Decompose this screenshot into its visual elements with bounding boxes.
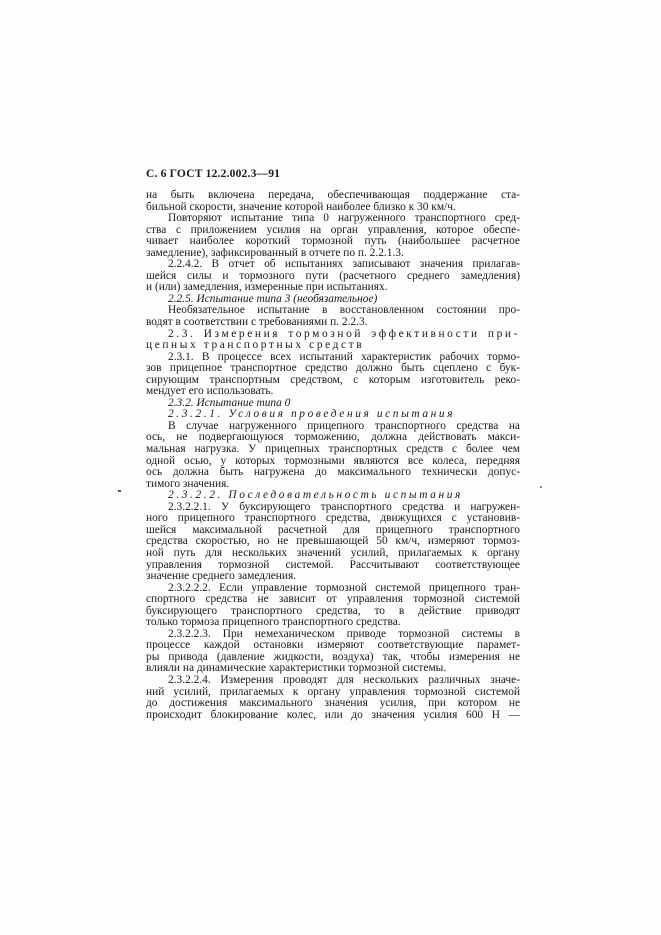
text-line: 2.3.2.2. Последовательность испытания: [168, 489, 463, 502]
text-line: ний усилий, прилагаемых к органу управления тормозной системой: [146, 685, 520, 698]
text-line: на быть включена передача, обеспечивающая поддержание ста-: [146, 189, 520, 201]
text-line: ной путь для нескольких значений усилий, прилагаемых к органу: [146, 546, 520, 559]
text-line: 2.3.2.1. Условия проведения испытания: [168, 408, 456, 421]
text-line: сирующим транспортным средством, с которым изготовитель реко-: [146, 373, 520, 386]
text-line: только тормоза прицепного транспортного средства.: [146, 616, 401, 629]
body-text: [146, 190, 520, 721]
text-line: В случае нагруженного прицепного транспортного средства на: [168, 419, 520, 432]
text-line: 2.3.2.2.3. При немеханическом приводе тормозной системы в: [168, 627, 520, 640]
text-line: ства с приложением усилия на орган управления, которое обеспе-: [146, 223, 520, 236]
text-line: одной осью, у которых тормозными являются все колеса, передняя: [146, 454, 520, 467]
text-line: 2.3.2. Испытание типа 0: [168, 396, 291, 409]
text-line: Повторяют испытание типа 0 нагруженного транспортного сред-: [168, 212, 520, 225]
scan-mark: [118, 490, 121, 492]
text-line: до достижения максимального значения усилия, при котором не: [146, 697, 520, 710]
scan-dot: [540, 486, 542, 488]
text-line: замедление), зафиксированный в отчете по п. 2.2.1.3.: [146, 246, 404, 259]
page-header: С. 6 ГОСТ 12.2.002.3—91: [146, 168, 281, 180]
text-line: управления тормозной системой. Рассчитывают соответствующее: [146, 558, 520, 571]
text-line: 2.3.2.2.4. Измерения проводят для нескольких различных значе-: [168, 673, 520, 686]
text-line: ного прицепного транспортного средства, движущихся с установив-: [146, 512, 520, 525]
text-line: тимого значения.: [146, 477, 230, 490]
text-line: шейся максимальной расчетной для прицепного транспортного: [146, 523, 520, 536]
text-line: бильной скорости, значение которой наиболее близко к 30 км/ч.: [146, 200, 456, 213]
text-line: цепных транспортных средств: [146, 339, 365, 352]
text-line: 2.3.2.2.2. Если управление тормозной системой прицепного тран-: [168, 581, 520, 594]
text-line: 2.3.2.2.1. У буксирующего транспортного средства и нагружен-: [168, 500, 520, 513]
text-line: 2.3. Измерения тормозной эффективности при-: [168, 327, 520, 340]
text-line: средства скоростью, но не превышающей 50 км/ч, измеряют тормоз-: [146, 535, 520, 548]
text-line: значение среднего замедления.: [146, 570, 297, 583]
text-line: происходит блокирование колес, или до значения усилия 600 Н —: [146, 708, 520, 721]
text-line: спортного средства не зависит от управления тормозной системой: [146, 593, 520, 606]
text-line: мальная нагрузка. У прицепных транспортных средств с более чем: [146, 443, 520, 456]
text-line: шейся силы и тормозного пути (расчетного среднего замедления): [146, 269, 520, 282]
text-line: ось должна быть нагружена до максимального технически допус-: [146, 466, 520, 479]
text-line: водят в соответствии с требованиями п. 2.2.3.: [146, 316, 368, 329]
text-line: мендует его использовать.: [146, 385, 274, 398]
text-line: Необязательное испытание в восстановленном состоянии про-: [168, 304, 520, 317]
text-line: влияли на динамические характеристики тормозной системы.: [146, 662, 447, 675]
text-line: и (или) замедления, измеренные при испытаниях.: [146, 281, 388, 294]
text-line: 2.2.4.2. В отчет об испытаниях записывают значения прилагав-: [168, 258, 520, 271]
text-line: зов прицепное транспортное средство должно быть сцеплено с бук-: [146, 362, 520, 375]
text-line: процессе каждой остановки измеряют соответствующие парамет-: [146, 639, 520, 652]
text-line: буксирующего транспортного средства, то в действие приводят: [146, 604, 520, 617]
text-line: 2.2.5. Испытание типа 3 (необязательное): [168, 292, 378, 305]
text-line: чивает наиболее короткий тормозной путь (наибольшее расчетное: [146, 235, 520, 248]
text-line: ось, не подвергающуюся торможению, должна действовать макси-: [146, 431, 520, 444]
text-line: ры привода (давление жидкости, воздуха) так, чтобы измерения не: [146, 650, 520, 663]
text-line: 2.3.1. В процессе всех испытаний характеристик рабочих тормо-: [168, 350, 520, 363]
